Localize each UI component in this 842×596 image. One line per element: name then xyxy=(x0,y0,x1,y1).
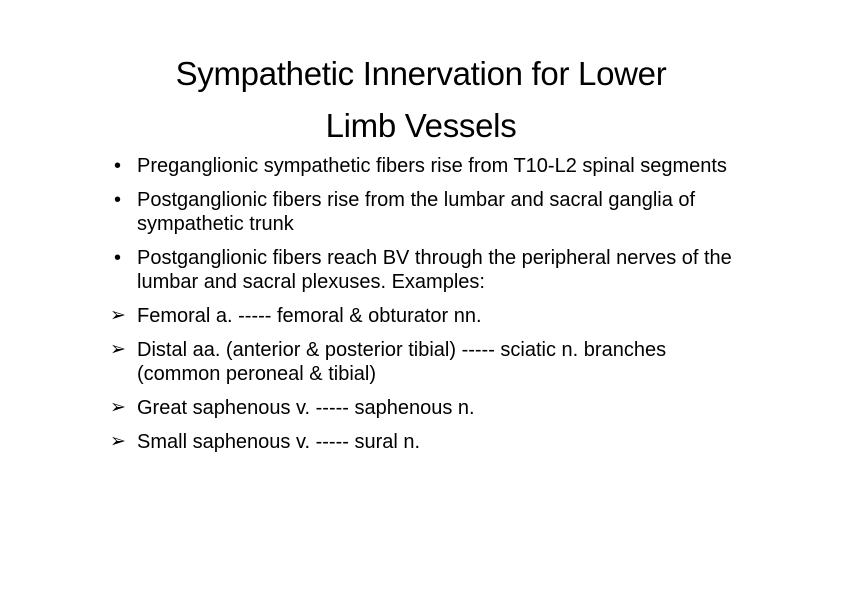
list-item-text: Great saphenous v. ----- saphenous n. xyxy=(137,397,475,419)
list-item-text: Femoral a. ----- femoral & obturator nn. xyxy=(137,305,482,327)
list-item xyxy=(110,430,750,454)
list-item-text: Small saphenous v. ----- sural n. xyxy=(137,431,421,453)
bullet-icon: • xyxy=(114,189,122,211)
bullet-list xyxy=(110,154,750,464)
list-item xyxy=(110,338,750,386)
list-item-text: Preganglionic sympathetic fibers rise from T10-L2 spinal segments xyxy=(137,155,727,177)
list-item xyxy=(110,188,750,236)
slide-title xyxy=(100,48,742,152)
arrow-bullet-icon: ➢ xyxy=(110,339,126,360)
bullet-icon: • xyxy=(114,155,122,177)
list-item xyxy=(110,154,750,178)
arrow-bullet-icon: ➢ xyxy=(110,397,126,418)
title-line-2: Limb Vessels xyxy=(325,107,517,144)
list-item xyxy=(110,396,750,420)
list-item-text: Postganglionic fibers rise from the lumbar and sacral ganglia of sympathetic trunk xyxy=(137,189,696,235)
arrow-bullet-icon: ➢ xyxy=(110,431,126,452)
list-item xyxy=(110,246,750,294)
list-item-text: Postganglionic fibers reach BV through the peripheral nerves of the lumbar and sacral plexuses. Examples: xyxy=(137,247,732,293)
bullet-icon: • xyxy=(114,247,122,269)
title-line-1: Sympathetic Innervation for Lower xyxy=(175,55,667,92)
list-item-text: Distal aa. (anterior & posterior tibial) ----- sciatic n. branches (common peroneal & tibial) xyxy=(137,339,667,385)
arrow-bullet-icon: ➢ xyxy=(110,305,126,326)
list-item xyxy=(110,304,750,328)
